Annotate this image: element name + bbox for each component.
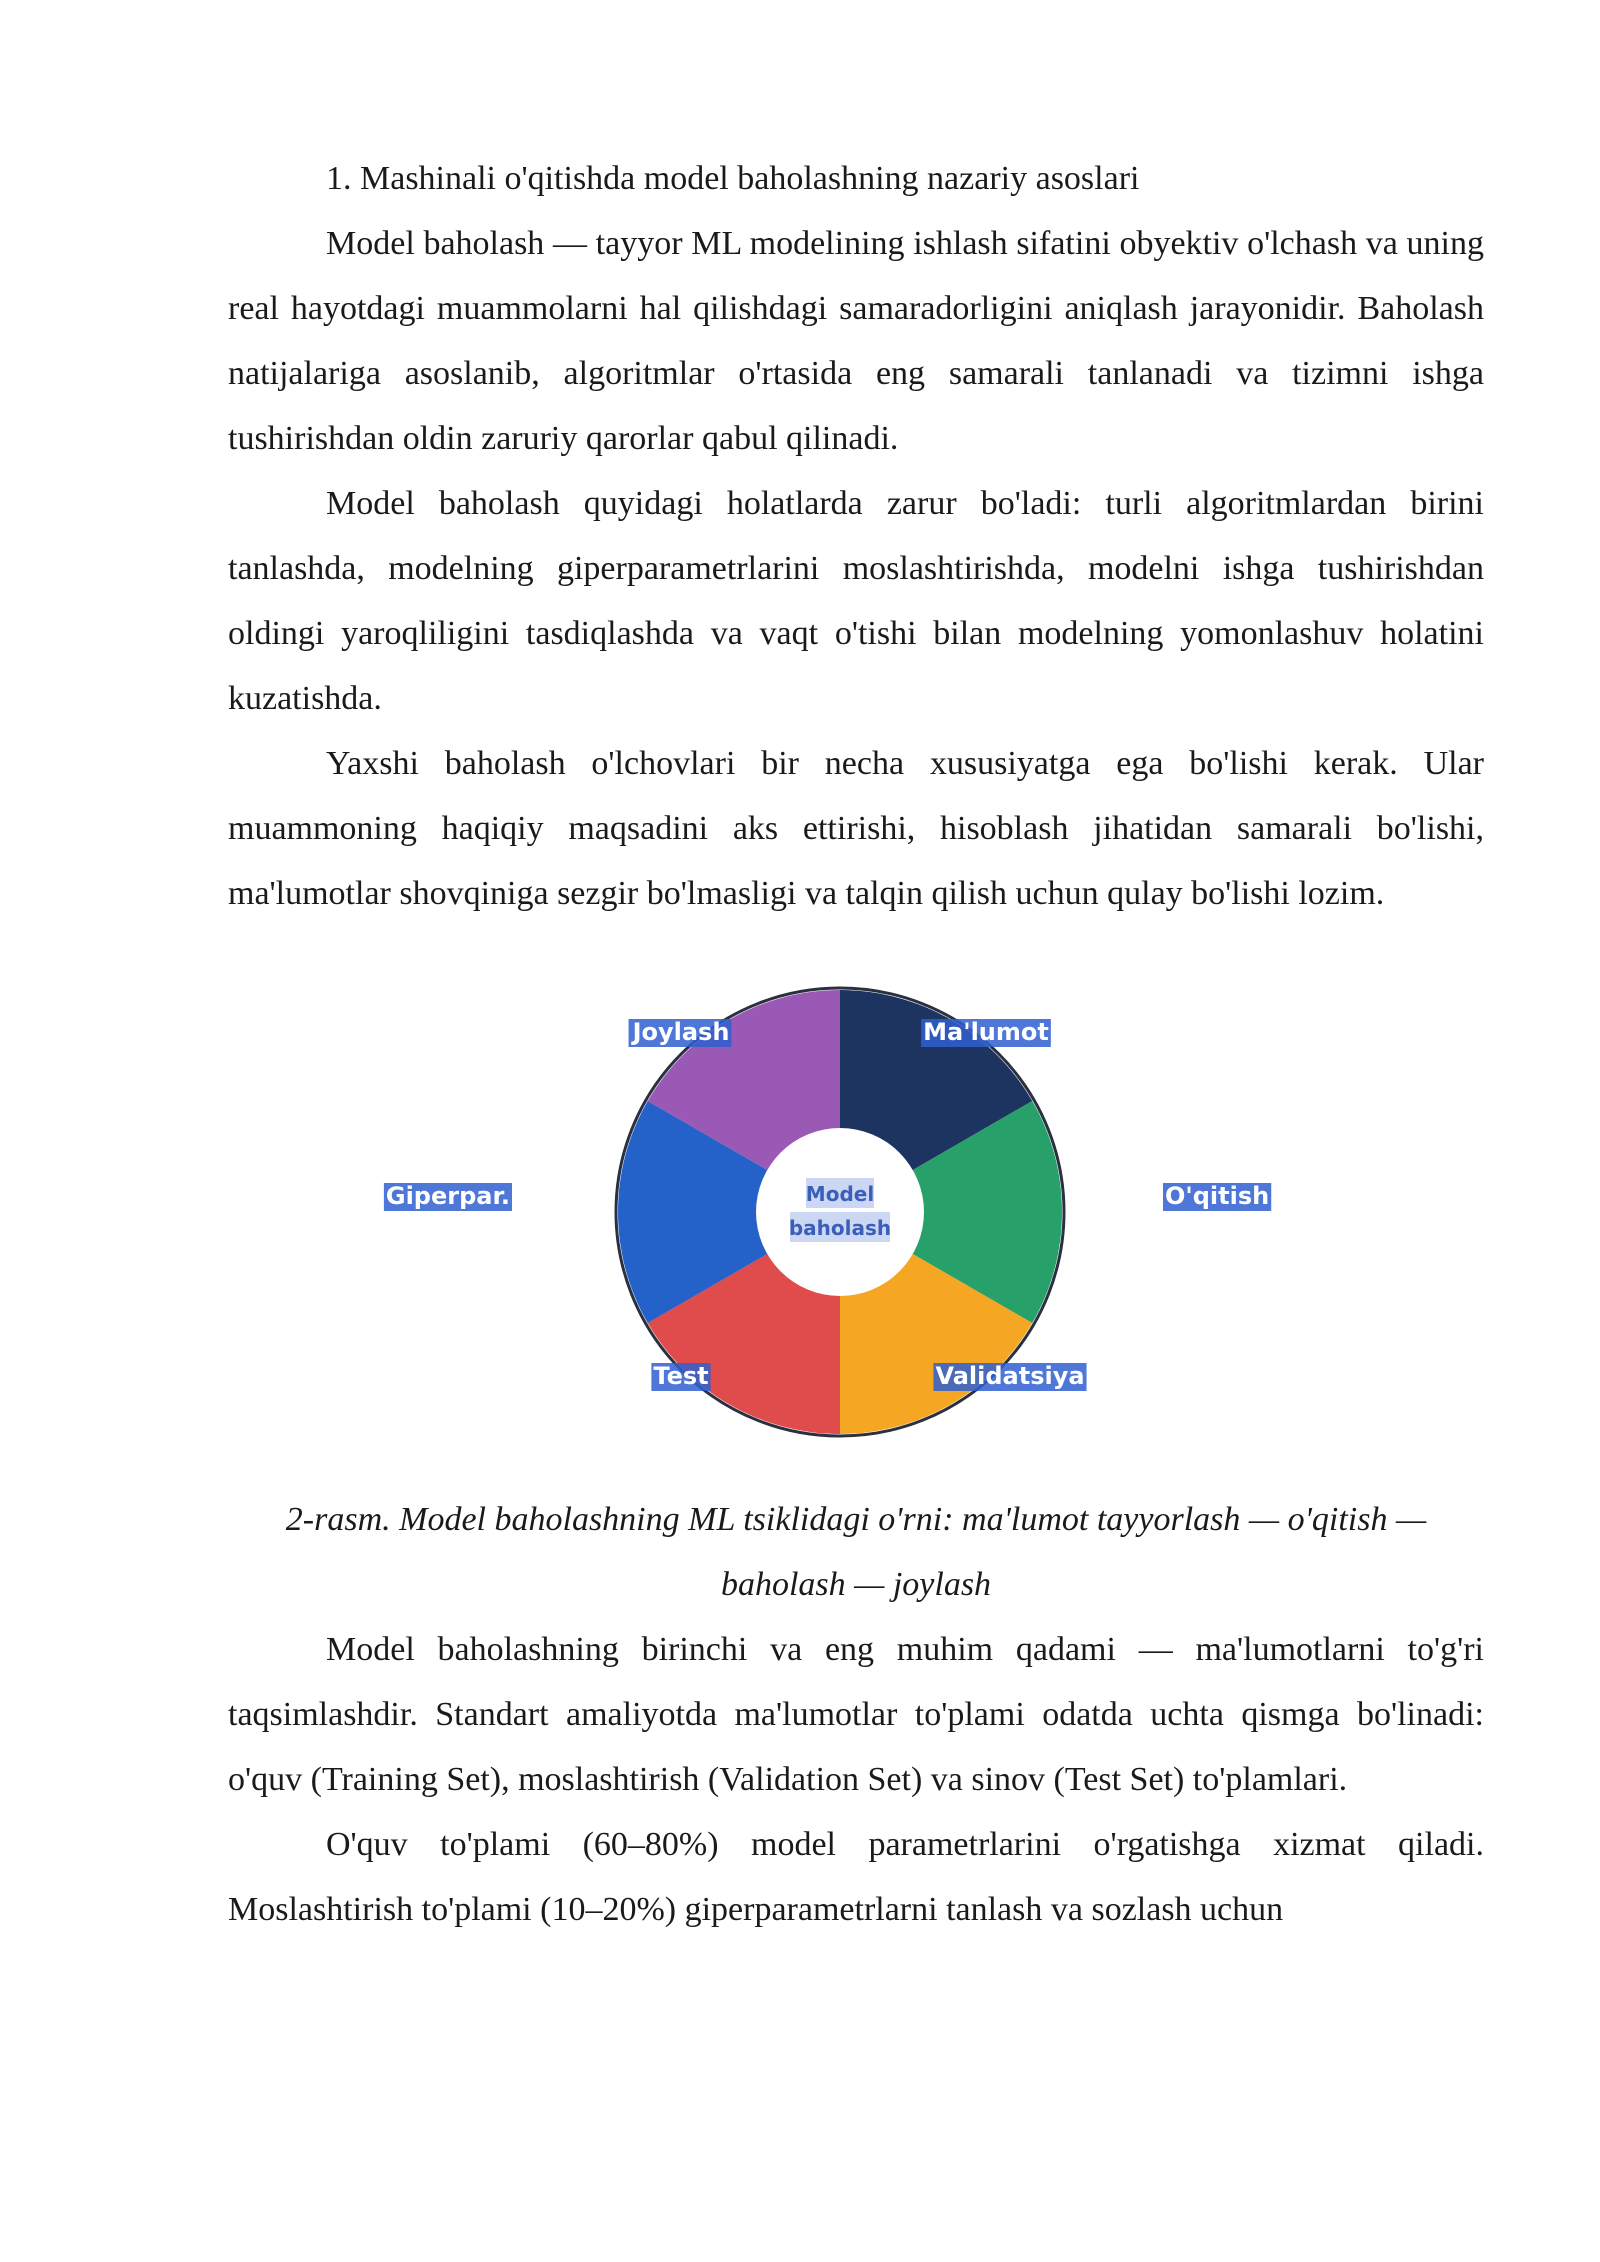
paragraph: Model baholash quyidagi holatlarda zarur bo'ladi: turli algoritmlardan birini tanlashda, modelning giperparametrlarini moslashtirishda, modelni ishga tushirishdan oldingi yaroqliligini tasdiqlashda va vaqt o'tishi bilan modelning yomonlashuv holatini kuzatishda. [228,485,1484,717]
center-label-line2: baholash [788,1216,892,1240]
figure-caption: 2-rasm. Model baholashning ML tsiklidagi o'rni: ma'lumot tayyorlash — o'qitish — baholash — joylash [285,1501,1427,1603]
segment-label: Validatsiya [935,1362,1085,1390]
top-text-block [228,211,1484,926]
paragraph: Model baholashning birinchi va eng muhim qadami — ma'lumotlarni to'g'ri taqsimlashdir. Standart amaliyotda ma'lumotlar to'plami odatda uchta qismga bo'linadi: o'quv (Training Set), moslashtirish (Validation Set) va sinov (Test Set) to'plamlari. [228,1631,1484,1798]
segment-label: Ma'lumot [923,1018,1049,1046]
center-label-line1: Model [805,1182,875,1206]
section-heading: 1. Mashinali o'qitishda model baholashning nazariy asoslari [326,160,1140,197]
segment-label: O'qitish [1165,1182,1270,1210]
paragraph: Model baholash — tayyor ML modelining ishlash sifatini obyektiv o'lchash va uning real hayotdagi muammolarni hal qilishdagi samaradorligini aniqlash jarayonidir. Baholash natijalariga asoslanib, algoritmlar o'rtasida eng samarali tanlanadi va tizimni ishga tushirishdan oldin zaruriy qarorlar qabul qilinadi. [228,225,1484,457]
paragraph: O'quv to'plami (60–80%) model parametrlarini o'rgatishga xizmat qiladi. Moslashtirish to'plami (10–20%) giperparametrlarni tanlash va sozlash uchun [228,1826,1484,1928]
segment-label: Test [653,1362,709,1390]
segment-label: Giperpar. [385,1182,510,1210]
bottom-text-block [228,1617,1484,1942]
segment-label: Joylash [632,1018,730,1046]
paragraph: Yaxshi baholash o'lchovlari bir necha xususiyatga ega bo'lishi kerak. Ular muammoning haqiqiy maqsadini aks ettirishi, hisoblash jihatidan samarali bo'lishi, ma'lumotlar shovqiniga sezgir bo'lmasligi va talqin qilish uchun qulay bo'lishi lozim. [228,745,1484,912]
ml-cycle-diagram [385,972,1270,1452]
